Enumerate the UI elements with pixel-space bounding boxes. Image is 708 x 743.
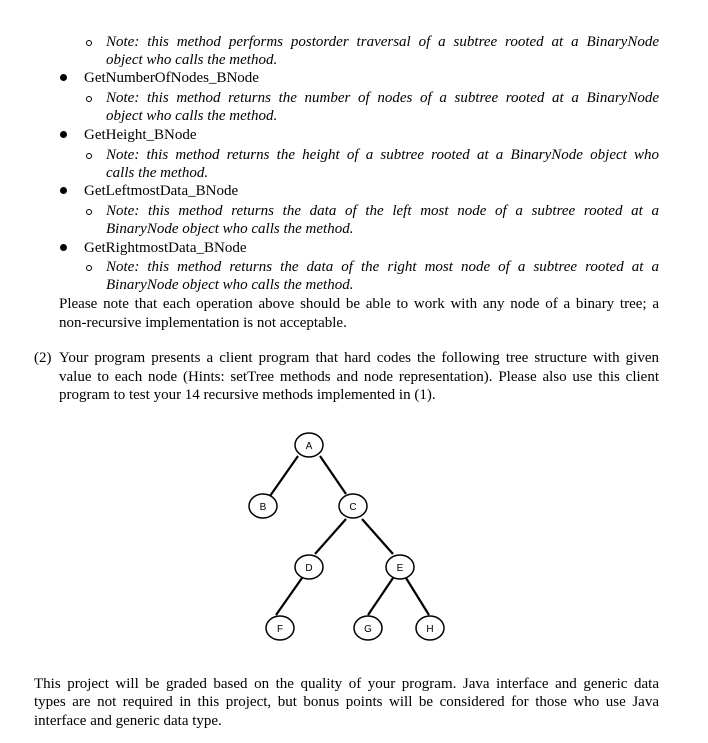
- node-label-f: F: [276, 624, 284, 635]
- para-note-line2: non-recursive implementation is not acceptable.: [59, 315, 347, 331]
- note-postorder-line1: Note: this method performs postorder traversal of a subtree rooted at a BinaryNode: [106, 34, 659, 50]
- section2-line2: value to each node (Hints: setTree methods and node representation). Please also use this client: [59, 369, 659, 385]
- node-label-g: G: [364, 624, 372, 635]
- footer-line1: This project will be graded based on the quality of your program. Java interface and generic data: [34, 676, 659, 692]
- edge-c-d: [315, 519, 346, 554]
- section2-line3: program to test your 14 recursive methods implemented in (1).: [59, 387, 436, 403]
- note-postorder-line2: object who calls the method.: [106, 52, 278, 68]
- note-rightmost-line2: BinaryNode object who calls the method.: [106, 277, 354, 293]
- method-number-of-nodes: GetNumberOfNodes_BNode: [84, 70, 259, 86]
- para-note-line1: Please note that each operation above should be able to work with any node of a binary tree; a: [59, 296, 659, 312]
- edge-e-h: [406, 578, 429, 615]
- footer-line2: types are not required in this project, but bonus points will be considered for those who use Java: [34, 694, 659, 710]
- note-rightmost-line1: Note: this method returns the data of the right most node of a subtree rooted at a: [106, 259, 659, 275]
- edge-a-b: [270, 456, 298, 496]
- edge-a-c: [320, 456, 346, 494]
- node-label-e: E: [396, 563, 404, 574]
- node-label-h: H: [426, 624, 434, 635]
- edge-d-f: [276, 578, 302, 615]
- node-label-d: D: [305, 563, 313, 574]
- edge-e-g: [368, 578, 393, 615]
- section2-line1: Your program presents a client program that hard codes the following tree structure with given: [59, 350, 659, 366]
- edge-c-e: [362, 519, 393, 554]
- footer-line3: interface and generic data type.: [34, 713, 222, 729]
- method-height: GetHeight_BNode: [84, 127, 197, 143]
- note-height-line1: Note: this method returns the height of a subtree rooted at a BinaryNode object who: [106, 147, 659, 163]
- note-height-line2: calls the method.: [106, 165, 209, 181]
- note-number-of-nodes-line2: object who calls the method.: [106, 108, 278, 124]
- note-leftmost-line2: BinaryNode object who calls the method.: [106, 221, 354, 237]
- node-label-b: B: [259, 502, 267, 513]
- node-label-c: C: [349, 502, 357, 513]
- section-number: (2): [34, 350, 52, 366]
- node-label-a: A: [305, 441, 313, 452]
- method-rightmost: GetRightmostData_BNode: [84, 240, 247, 256]
- note-leftmost-line1: Note: this method returns the data of the left most node of a subtree rooted at a: [106, 203, 659, 219]
- method-leftmost: GetLeftmostData_BNode: [84, 183, 239, 199]
- note-number-of-nodes-line1: Note: this method returns the number of nodes of a subtree rooted at a BinaryNode: [106, 90, 659, 106]
